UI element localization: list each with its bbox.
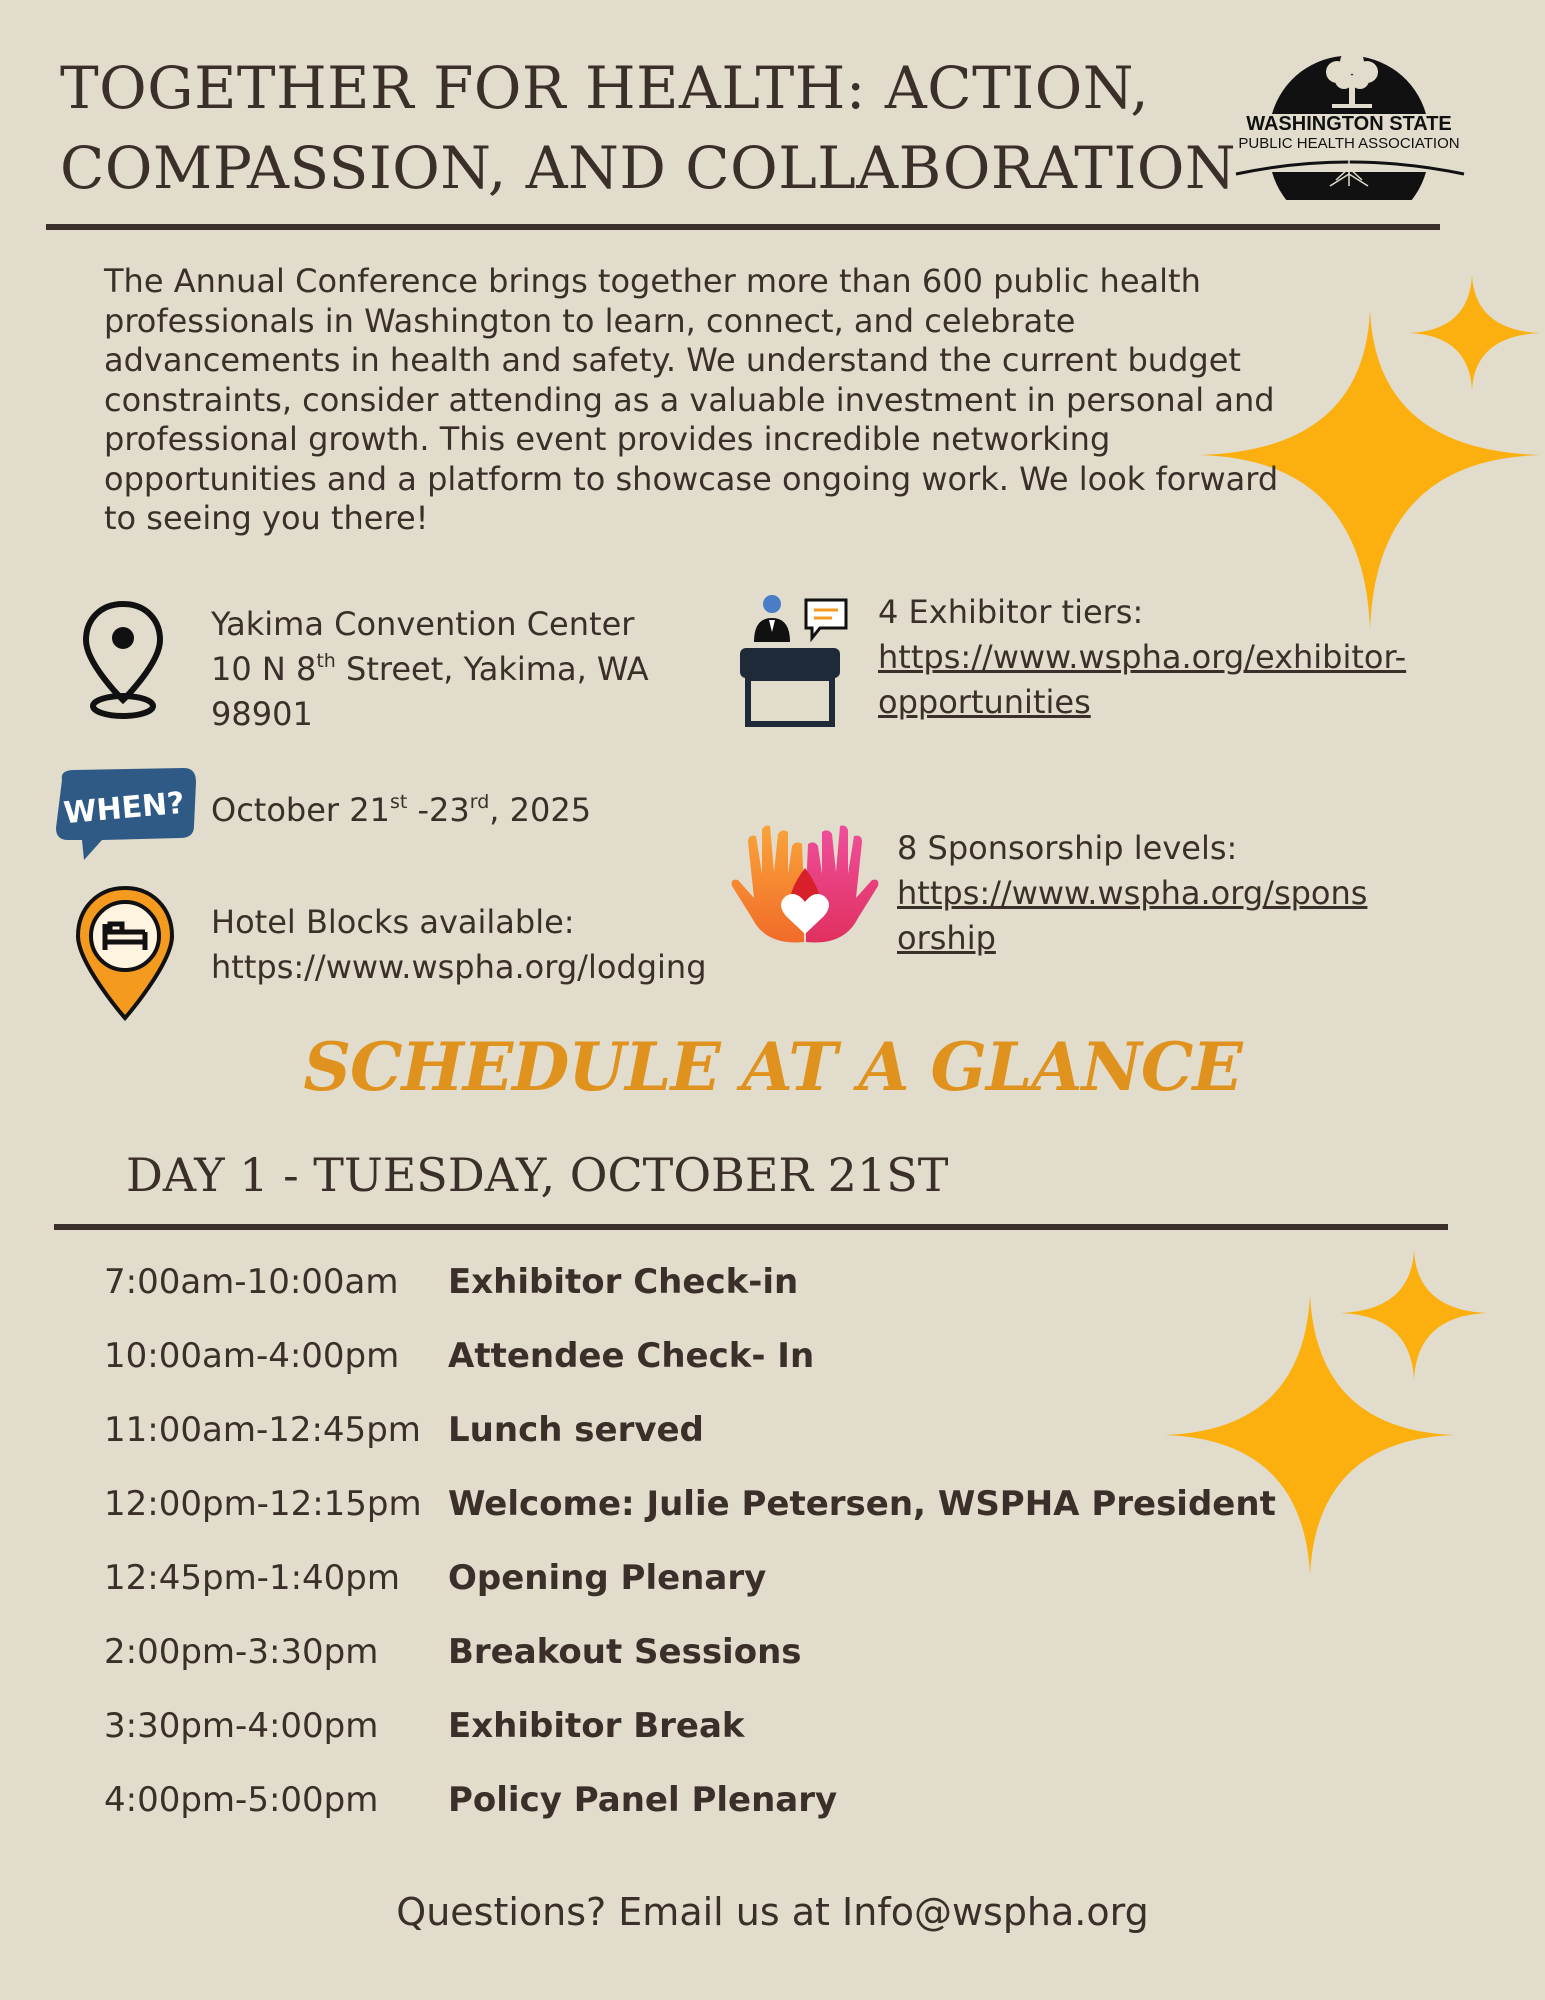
schedule-time: 10:00am-4:00pm [104,1336,400,1376]
day-divider [54,1224,1448,1230]
helping-hands-heart-icon [726,822,884,952]
intro-line: to seeing you there! [104,499,429,537]
intro-line: professionals in Washington to learn, connect, and celebrate [104,301,1076,340]
hotel-pin-icon [72,884,178,1022]
sparkle-icon [1410,275,1540,390]
schedule-time: 3:30pm-4:00pm [104,1706,379,1746]
schedule-row [104,1780,1304,1830]
exhibitor-label: 4 Exhibitor tiers: [878,593,1144,631]
schedule-time: 4:00pm-5:00pm [104,1780,379,1820]
sponsorship-info [897,826,1367,961]
hotel-label: Hotel Blocks available: [211,903,575,941]
schedule-time: 7:00am-10:00am [104,1262,399,1302]
hotel-link[interactable]: https://www.wspha.org/lodging [211,948,707,986]
schedule-time: 12:00pm-12:15pm [104,1484,422,1524]
day-heading: DAY 1 - TUESDAY, OCTOBER 21ST [126,1148,949,1202]
title-line-1: TOGETHER FOR HEALTH: ACTION, [60,54,1150,122]
logo-line-1: WASHINGTON STATE [1246,113,1452,135]
sponsorship-label: 8 Sponsorship levels: [897,829,1238,867]
exhibitor-booth-icon [736,592,850,730]
sparkle-icon [1341,1250,1487,1380]
schedule-row [104,1632,1304,1682]
intro-paragraph [104,262,1304,539]
schedule-row [104,1410,1304,1460]
location-text [211,602,649,737]
when-speech-bubble-icon [52,764,198,860]
exhibitor-link-line-1[interactable]: https://www.wspha.org/exhibitor- [878,638,1407,676]
sponsorship-link-line-1[interactable]: https://www.wspha.org/spons [897,874,1368,912]
schedule-event: Exhibitor Check-in [448,1262,799,1302]
schedule-event: Attendee Check- In [448,1336,815,1376]
venue-zip: 98901 [211,695,313,733]
schedule-row [104,1262,1304,1312]
schedule-event: Welcome: Julie Petersen, WSPHA President [448,1484,1276,1524]
exhibitor-info [878,590,1406,725]
schedule-event: Lunch served [448,1410,704,1450]
schedule-event: Opening Plenary [448,1558,767,1598]
title-line-2: COMPASSION, AND COLLABORATION [60,134,1237,202]
hotel-info [211,900,707,990]
schedule-row [104,1336,1304,1386]
intro-line: professional growth. This event provides incredible networking [104,420,1111,458]
schedule-event: Policy Panel Plenary [448,1780,838,1820]
wspha-logo [1232,40,1472,200]
venue-name: Yakima Convention Center [211,605,635,643]
intro-line: advancements in health and safety. We understand the current budget [104,341,1241,379]
schedule-row [104,1558,1304,1608]
schedule-event: Breakout Sessions [448,1632,802,1672]
footer-contact: Questions? Email us at Info@wspha.org [396,1890,1149,1934]
intro-line: The Annual Conference brings together more than 600 public health [104,262,1201,300]
sponsorship-link-line-2[interactable]: orship [897,919,996,957]
schedule-time: 12:45pm-1:40pm [104,1558,401,1598]
schedule-time: 11:00am-12:45pm [104,1410,421,1450]
event-dates: October 21st -23rd, 2025 [211,791,592,829]
schedule-row [104,1484,1304,1534]
schedule-row [104,1706,1304,1756]
logo-line-2: PUBLIC HEALTH ASSOCIATION [1238,135,1460,152]
when-badge-text: WHEN? [62,785,186,832]
page-title [60,48,1237,208]
venue-street: 10 N 8th Street, Yakima, WA [211,650,649,688]
map-pin-icon [80,598,166,724]
exhibitor-link-line-2[interactable]: opportunities [878,683,1091,721]
schedule-event: Exhibitor Break [448,1706,745,1746]
title-divider [46,224,1440,230]
intro-line: opportunities and a platform to showcase ongoing work. We look forward [104,459,1279,498]
intro-line: constraints, consider attending as a valuable investment in personal and [104,380,1275,419]
schedule-heading: SCHEDULE AT A GLANCE [303,1028,1242,1106]
schedule-time: 2:00pm-3:30pm [104,1632,379,1672]
